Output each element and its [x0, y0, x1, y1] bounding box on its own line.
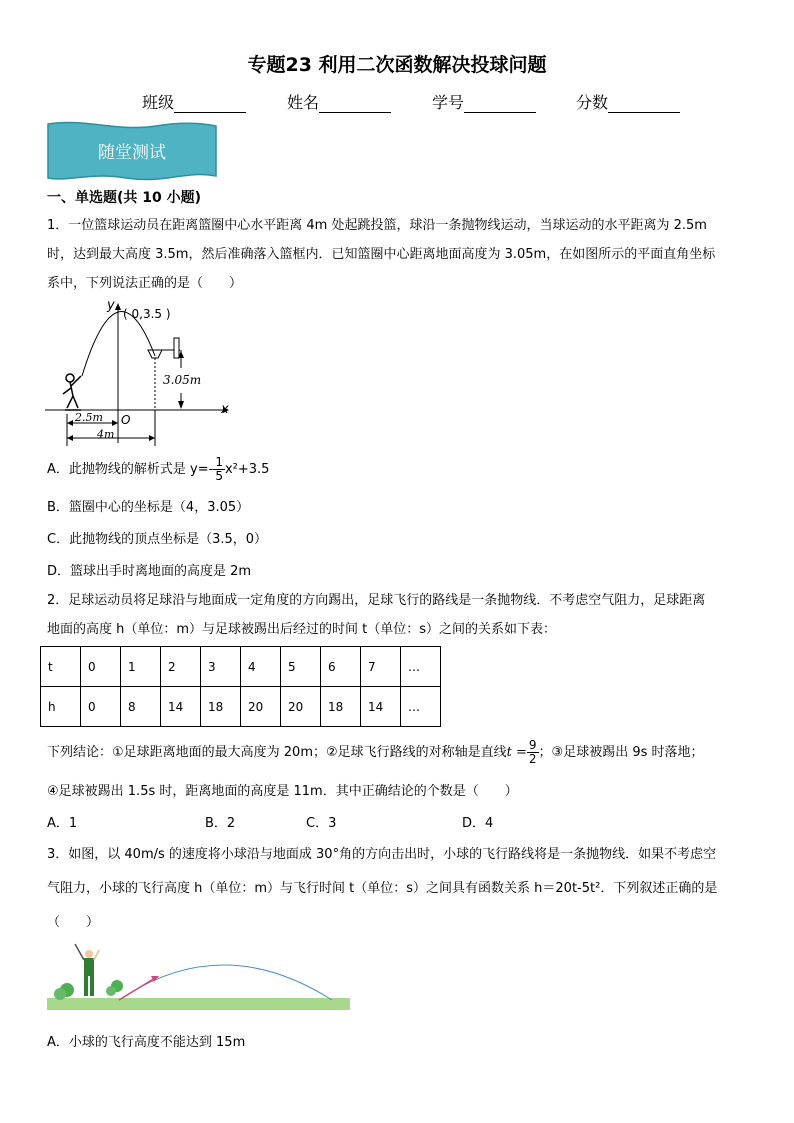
table-cell: 0 — [81, 687, 121, 727]
table-cell: 5 — [281, 647, 321, 687]
table-cell: 1 — [121, 647, 161, 687]
student-id-label: 学号 — [432, 93, 465, 112]
fraction-denominator: 5 — [215, 469, 223, 483]
table-cell: 20 — [281, 687, 321, 727]
table-row — [41, 647, 441, 687]
name-blank[interactable] — [319, 96, 391, 113]
table-cell: 6 — [321, 647, 361, 687]
golfer-illustration — [47, 940, 352, 1016]
fraction-numerator: 9 — [528, 738, 537, 752]
class-blank[interactable] — [174, 96, 246, 113]
table-cell: 8 — [121, 687, 161, 727]
q2-conclusions-line1 — [47, 733, 704, 773]
q1-option-a[interactable] — [47, 453, 269, 487]
q1-line2: 时，达到最大高度 3.5m，然后准确落入篮框内．已知篮圈中心距离地面高度为 3.05m，在如图所示的平面直角坐标 — [47, 247, 716, 262]
page-title: 专题23 利用二次函数解决投球问题 — [247, 54, 547, 76]
q2-stem — [47, 586, 752, 644]
table-cell: 14 — [361, 687, 401, 727]
q2-line1: 2．足球运动员将足球沿与地面成一定角度的方向踢出，足球飞行的路线是一条抛物线．不考虑空气阻力，足球距离 — [47, 593, 706, 608]
table-cell: … — [401, 687, 441, 727]
banner-label: 随堂测试 — [98, 143, 166, 163]
q1-figure — [45, 298, 235, 448]
q1-option-c[interactable]: C．此抛物线的顶点坐标是（3.5，0） — [47, 532, 268, 547]
golfer-figure — [75, 944, 99, 996]
q1-option-b[interactable]: B．篮圈中心的坐标是（4，3.05） — [47, 500, 250, 515]
score-label: 分数 — [576, 93, 609, 112]
q1-line3: 系中，下列说法正确的是（ ） — [47, 276, 243, 291]
left-distance-label: 2.5m — [75, 411, 103, 424]
q3-figure — [47, 940, 352, 1016]
table-cell: 14 — [161, 687, 201, 727]
table-cell: 18 — [321, 687, 361, 727]
name-label: 姓名 — [287, 93, 320, 112]
table-cell: 7 — [361, 647, 401, 687]
origin-label: O — [121, 413, 131, 427]
q2-conclusions-suffix: ；③足球被踢出 9s 时落地； — [538, 745, 704, 760]
fraction-denominator: 2 — [528, 752, 537, 766]
q2-option-d[interactable]: D．4 — [462, 816, 494, 831]
table-cell: 0 — [81, 647, 121, 687]
section-banner — [46, 120, 218, 182]
q3-option-a[interactable]: A．小球的飞行高度不能达到 15m — [47, 1035, 246, 1050]
vertex-label: ( 0,3.5 ) — [123, 307, 171, 321]
table-cell: 18 — [201, 687, 241, 727]
player-figure — [63, 374, 81, 410]
q2-data-table — [40, 646, 441, 727]
q2-conclusions-prefix: 下列结论：①足球距离地面的最大高度为 20m；②足球飞行路线的对称轴是直线 — [47, 745, 507, 760]
table-cell: 20 — [241, 687, 281, 727]
table-cell: 4 — [241, 647, 281, 687]
q1-stem — [47, 211, 752, 298]
q3-line1: 3．如图，以 40m/s 的速度将小球沿与地面成 30°角的方向击出时，小球的飞行路线将是一条抛物线．如果不考虑空 — [47, 847, 717, 862]
q2-line2: 地面的高度 h（单位：m）与足球被踢出后经过的时间 t（单位：s）之间的关系如下表： — [47, 622, 557, 637]
height-label: 3.05m — [163, 373, 202, 387]
q2-conclusions-line2: ④足球被踢出 1.5s 时，距离地面的高度是 11m．其中正确结论的个数是（ ） — [47, 784, 518, 799]
section-heading: 一、单选题(共 10 小题) — [47, 190, 202, 206]
q1-option-a-suffix: x²+3.5 — [224, 462, 270, 477]
table-cell: 2 — [161, 647, 201, 687]
class-field — [142, 90, 246, 113]
q1-option-a-prefix: A．此抛物线的解析式是 y=- — [47, 462, 214, 477]
y-axis-label: y — [107, 298, 115, 313]
table-cell: t — [41, 647, 81, 687]
student-id-blank[interactable] — [464, 96, 536, 113]
table-cell: … — [401, 647, 441, 687]
x-axis-label: x — [221, 402, 229, 417]
score-blank[interactable] — [608, 96, 680, 113]
q3-line2: 气阻力，小球的飞行高度 h（单位：m）与飞行时间 t（单位：s）之间具有函数关系 h＝20t-5t²．下列叙述正确的是 — [47, 881, 718, 896]
q2-option-a[interactable]: A．1 — [47, 816, 78, 831]
table-cell: h — [41, 687, 81, 727]
fraction-numerator: 1 — [215, 455, 223, 469]
q2-fraction — [527, 739, 539, 766]
q3-line3: （ ） — [47, 915, 100, 930]
q1-option-d[interactable]: D．篮球出手时离地面的高度是 2m — [47, 564, 252, 579]
q2-option-b[interactable]: B．2 — [205, 816, 236, 831]
q1-line1: 1．一位篮球运动员在距离篮圈中心水平距离 4m 处起跳投篮，球沿一条抛物线运动，当球运动的水平距离为 2.5m — [47, 218, 707, 233]
student-id-field — [432, 90, 536, 113]
q3-stem — [47, 838, 752, 940]
q2-option-c[interactable]: C．3 — [306, 816, 337, 831]
q1-fraction — [213, 456, 225, 483]
score-field — [576, 90, 680, 113]
class-label: 班级 — [142, 93, 175, 112]
name-field — [287, 90, 391, 113]
q2-t-symbol: t = — [506, 745, 527, 760]
table-row — [41, 687, 441, 727]
table-cell: 3 — [201, 647, 241, 687]
total-distance-label: 4m — [97, 428, 115, 441]
